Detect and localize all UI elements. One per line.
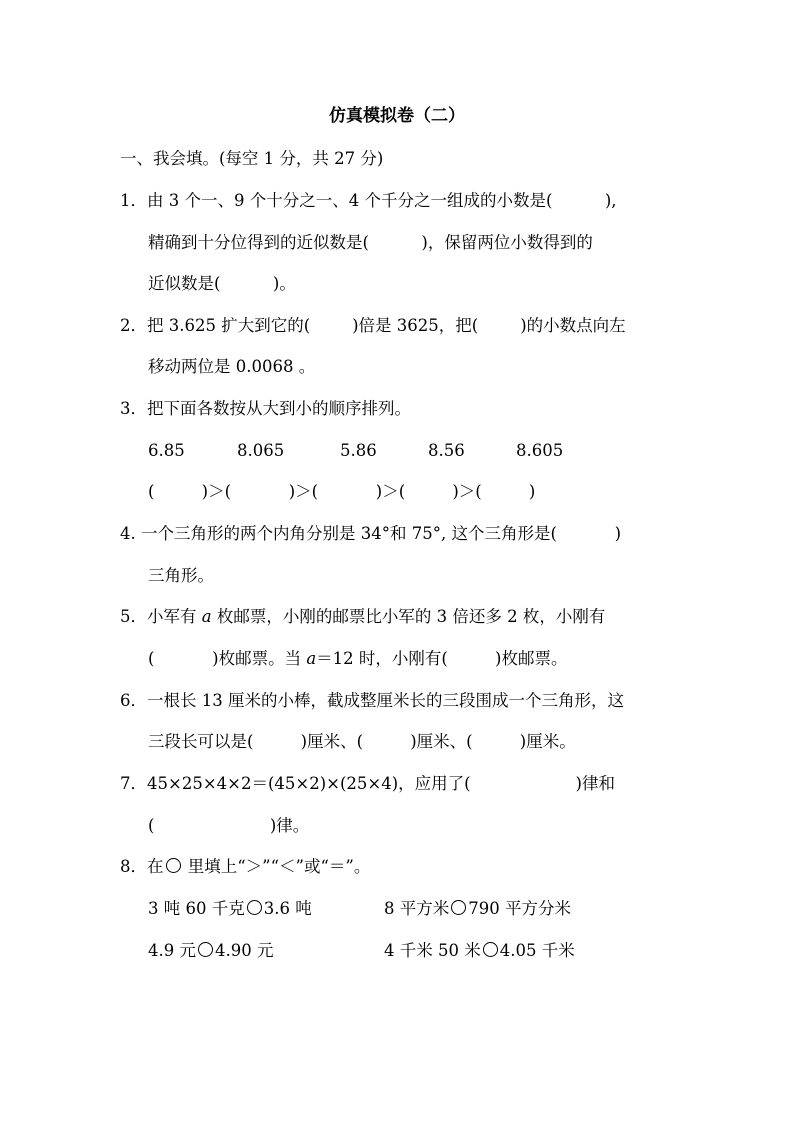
comparison-circle [247, 900, 262, 915]
comparison-circle [198, 942, 213, 957]
question-4-line-1: 4. 一个三角形的两个内角分别是 34°和 75°, 这个三角形是( ) [120, 524, 622, 543]
question-8-item-1: 3 吨 60 千克 3.6 吨 [148, 899, 312, 918]
question-5-line-1: 5．小军有 a 枚邮票，小刚的邮票比小军的 3 倍还多 2 枚，小刚有 [120, 607, 606, 626]
question-3-order-blanks: ( )＞( )＞( )＞( )＞( ) [148, 482, 536, 501]
question-3-line-1: 3．把下面各数按从大到小的顺序排列。 [120, 399, 411, 418]
question-3-number-3: 5.86 [340, 441, 377, 460]
question-8-item-4: 4 千米 50 米 4.05 千米 [384, 941, 575, 960]
question-1-line-2: 精确到十分位得到的近似数是( )，保留两位小数得到的 [148, 233, 593, 252]
comparison-circle [166, 858, 181, 873]
section-heading: 一、我会填。(每空 1 分，共 27 分) [120, 149, 384, 168]
question-2-line-2: 移动两位是 0.0068 。 [148, 357, 316, 376]
question-7-line-2: ( )律。 [148, 816, 310, 835]
question-6-line-2: 三段长可以是( )厘米、( )厘米、( )厘米。 [148, 732, 576, 751]
question-8-item-2: 8 平方米 790 平方分米 [384, 899, 571, 918]
comparison-circle [483, 942, 498, 957]
question-3-number-5: 8.605 [516, 441, 564, 460]
comparison-circle [451, 900, 466, 915]
question-7-line-1: 7．45×25×4×2＝(45×2)×(25×4)，应用了( )律和 [120, 774, 615, 793]
question-3-number-4: 8.56 [428, 441, 465, 460]
question-4-line-2: 三角形。 [148, 566, 214, 585]
question-2-line-1: 2．把 3.625 扩大到它的( )倍是 3625，把( )的小数点向左 [120, 316, 626, 335]
question-5-line-2: ( )枚邮票。当 a＝12 时，小刚有( )枚邮票。 [148, 649, 568, 668]
question-6-line-1: 6．一根长 13 厘米的小棒，截成整厘米长的三段围成一个三角形，这 [120, 691, 624, 710]
question-3-number-1: 6.85 [148, 441, 185, 460]
page-title: 仿真模拟卷（二） [329, 106, 465, 126]
question-8-item-3: 4.9 元 4.90 元 [148, 941, 274, 960]
question-1-line-1: 1．由 3 个一、9 个十分之一、4 个千分之一组成的小数是( ), [120, 191, 617, 210]
question-3-number-2: 8.065 [237, 441, 285, 460]
question-8-line-1: 8．在 里填上“＞”“＜”或“＝”。 [120, 857, 371, 876]
question-1-line-3: 近似数是( )。 [148, 274, 296, 293]
